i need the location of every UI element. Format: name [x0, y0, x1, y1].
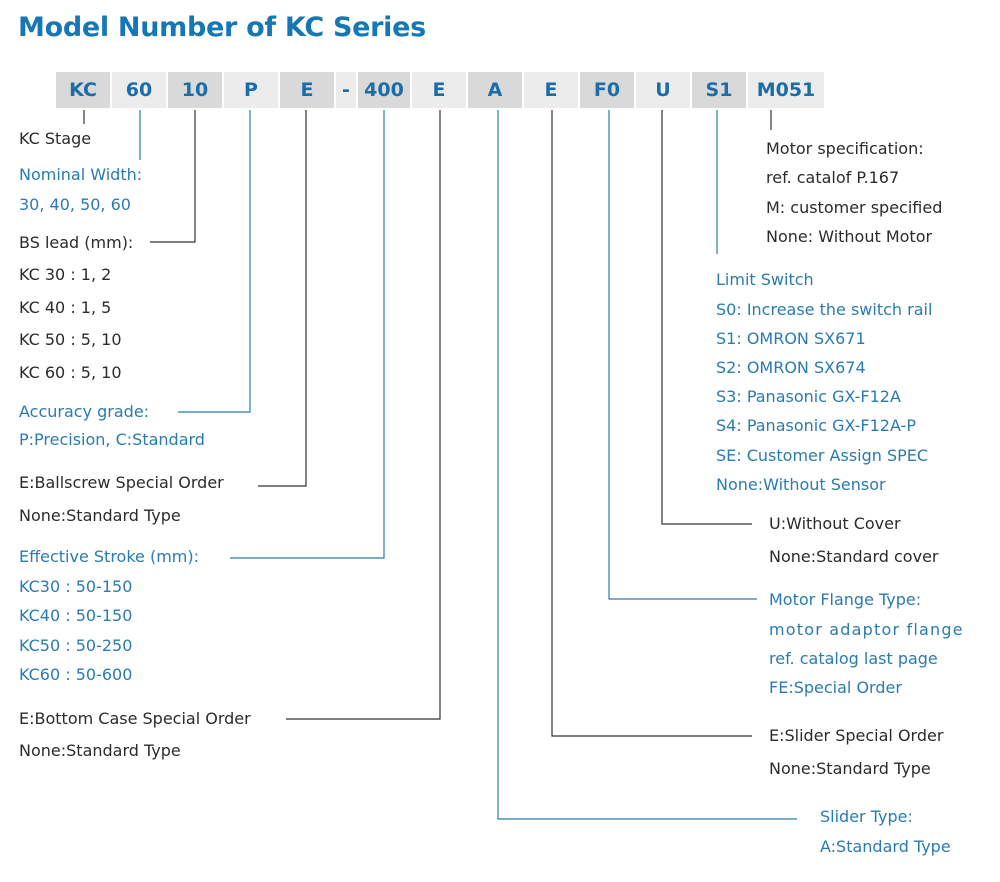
- limit-switch-s1: S1: OMRON SX671: [716, 329, 866, 348]
- motor-none: None: Without Motor: [766, 227, 933, 246]
- stroke-heading: Effective Stroke (mm):: [19, 547, 200, 566]
- slider-standard: None:Standard Type: [769, 759, 931, 778]
- stroke-kc40: KC40 : 50-150: [19, 606, 133, 625]
- bs-lead-kc60: KC 60 : 5, 10: [19, 363, 122, 382]
- flange-adaptor: motor adaptor flange: [769, 620, 964, 639]
- code-segment-lead: 10: [168, 72, 222, 108]
- limit-switch-none: None:Without Sensor: [716, 475, 886, 494]
- limit-switch-heading: Limit Switch: [716, 270, 814, 289]
- bottom-case-special: E:Bottom Case Special Order: [19, 709, 251, 728]
- code-segment-stroke: 400: [358, 72, 410, 108]
- accuracy-heading: Accuracy grade:: [19, 402, 150, 421]
- limit-switch-se: SE: Customer Assign SPEC: [716, 446, 929, 465]
- code-segment-bottom-case: E: [412, 72, 466, 108]
- code-segment-accuracy: P: [224, 72, 278, 108]
- slider-type-heading: Slider Type:: [820, 807, 913, 826]
- bs-lead-kc50: KC 50 : 5, 10: [19, 330, 122, 349]
- cover-without: U:Without Cover: [769, 514, 901, 533]
- leader-bs-lead: [150, 110, 195, 242]
- flange-special: FE:Special Order: [769, 678, 902, 697]
- slider-special: E:Slider Special Order: [769, 726, 944, 745]
- limit-switch-s4: S4: Panasonic GX-F12A-P: [716, 416, 916, 435]
- code-segment-limit-switch: S1: [692, 72, 746, 108]
- code-segment-series: KC: [56, 72, 110, 108]
- accuracy-values: P:Precision, C:Standard: [19, 430, 205, 449]
- leader-bottom-case: [286, 110, 440, 719]
- code-segment-dash: -: [336, 72, 356, 108]
- slider-type-standard: A:Standard Type: [820, 837, 951, 856]
- stage-label: KC Stage: [19, 129, 92, 148]
- code-segment-motor: M051: [748, 72, 824, 108]
- motor-ref: ref. catalof P.167: [766, 168, 900, 187]
- leader-ballscrew: [258, 110, 306, 486]
- code-segment-slider-order: E: [524, 72, 578, 108]
- cover-standard: None:Standard cover: [769, 547, 939, 566]
- leader-stroke: [230, 110, 384, 558]
- stroke-kc50: KC50 : 50-250: [19, 636, 133, 655]
- flange-ref: ref. catalog last page: [769, 649, 938, 668]
- page-title: Model Number of KC Series: [18, 12, 426, 43]
- stroke-kc30: KC30 : 50-150: [19, 577, 133, 596]
- code-segment-cover: U: [636, 72, 690, 108]
- bottom-case-standard: None:Standard Type: [19, 741, 181, 760]
- stroke-kc60: KC60 : 50-600: [19, 665, 133, 684]
- ballscrew-standard: None:Standard Type: [19, 506, 181, 525]
- bs-lead-heading: BS lead (mm):: [19, 233, 134, 252]
- nominal-width-values: 30, 40, 50, 60: [19, 195, 131, 214]
- leader-accuracy: [178, 110, 250, 412]
- ballscrew-special: E:Ballscrew Special Order: [19, 473, 224, 492]
- code-segment-width: 60: [112, 72, 166, 108]
- nominal-width-heading: Nominal Width:: [19, 165, 143, 184]
- bs-lead-kc30: KC 30 : 1, 2: [19, 265, 112, 284]
- bs-lead-kc40: KC 40 : 1, 5: [19, 298, 112, 317]
- motor-heading: Motor specification:: [766, 139, 924, 158]
- code-segment-flange: F0: [580, 72, 634, 108]
- flange-heading: Motor Flange Type:: [769, 590, 922, 609]
- code-segment-slider-type: A: [468, 72, 522, 108]
- limit-switch-s0: S0: Increase the switch rail: [716, 300, 933, 319]
- leader-flange: [609, 110, 757, 599]
- motor-customer: M: customer specified: [766, 198, 943, 217]
- limit-switch-s2: S2: OMRON SX674: [716, 358, 866, 377]
- limit-switch-s3: S3: Panasonic GX-F12A: [716, 387, 901, 406]
- code-segment-ballscrew: E: [280, 72, 334, 108]
